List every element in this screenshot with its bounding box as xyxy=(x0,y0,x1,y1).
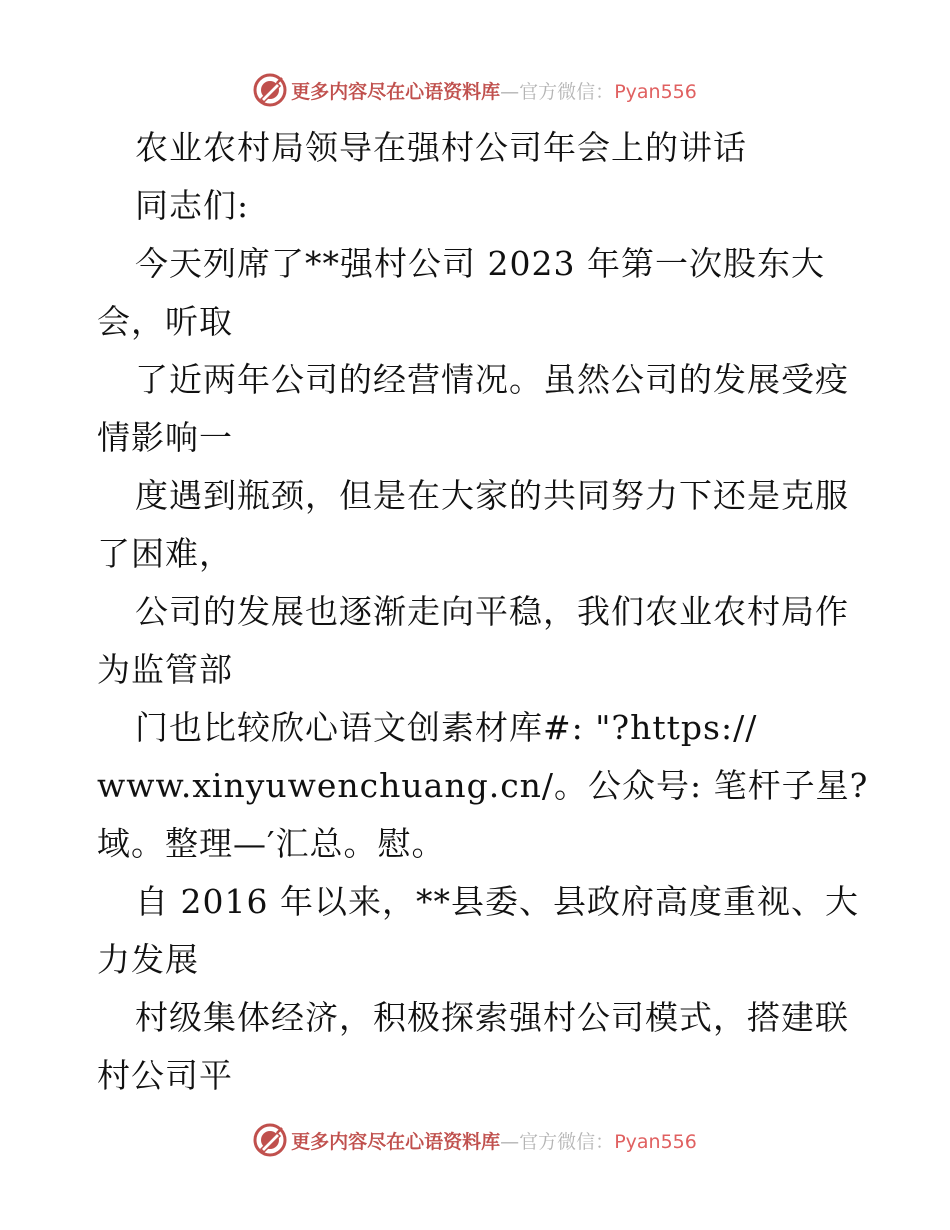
banner-text xyxy=(291,77,697,104)
document-title: 农业农村局领导在强村公司年会上的讲话 xyxy=(135,128,747,167)
banner-wechat-id: Pyan556 xyxy=(614,80,697,103)
paragraph-line: 自 2016 年以来，**县委、县政府高度重视、大 xyxy=(135,882,859,921)
banner-wechat-id: Pyan556 xyxy=(614,1130,697,1153)
paragraph-line: 了困难， xyxy=(97,534,233,573)
banner-site-name: 更多内容尽在心语资料库 xyxy=(291,80,501,103)
pen-quill-logo-icon xyxy=(253,73,287,107)
banner-site-name: 更多内容尽在心语资料库 xyxy=(291,1130,501,1153)
paragraph-line: 域。整理—′汇总。慰。 xyxy=(97,824,446,863)
paragraph-line: 村级集体经济，积极探索强村公司模式，搭建联 xyxy=(135,998,849,1037)
paragraph-line: 会，听取 xyxy=(97,302,233,341)
paragraph-line: 村公司平 xyxy=(97,1056,233,1095)
greeting-line: 同志们: xyxy=(135,186,250,225)
paragraph-line: 度遇到瓶颈，但是在大家的共同努力下还是克服 xyxy=(135,476,849,515)
banner-wechat-label: —官方微信： xyxy=(500,80,615,103)
paragraph-line: 为监管部 xyxy=(97,650,233,689)
banner-wechat-label: —官方微信： xyxy=(500,1130,615,1153)
paragraph-line: 情影响一 xyxy=(97,418,233,457)
paragraph-line: 力发展 xyxy=(97,940,199,979)
footer-banner xyxy=(0,1120,950,1160)
paragraph-line: www.xinyuwenchuang.cn/。公众号: 笔杆子星? xyxy=(97,766,869,805)
paragraph-line: 了近两年公司的经营情况。虽然公司的发展受疫 xyxy=(135,360,849,399)
paragraph-line: 门也比较欣心语文创素材库#: "?https:// xyxy=(135,708,758,747)
banner-text xyxy=(291,1127,697,1154)
header-banner xyxy=(0,70,950,110)
paragraph-line: 今天列席了**强村公司 2023 年第一次股东大 xyxy=(135,244,825,283)
paragraph-line: 公司的发展也逐渐走向平稳，我们农业农村局作 xyxy=(135,592,849,631)
pen-quill-logo-icon xyxy=(253,1123,287,1157)
